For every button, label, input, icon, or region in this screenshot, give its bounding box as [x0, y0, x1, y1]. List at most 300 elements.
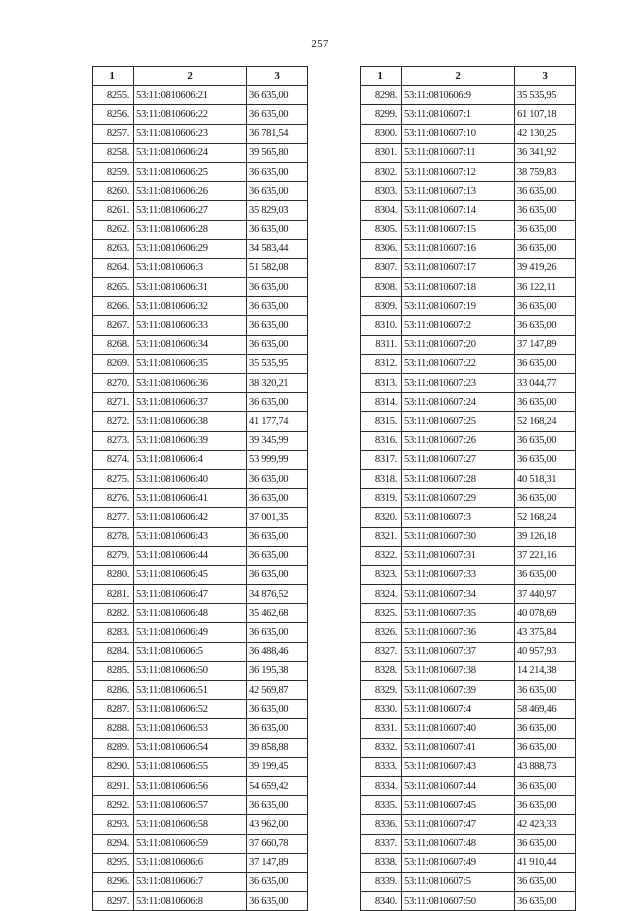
cadastral-id-cell: 53:11:0810606:49 — [134, 623, 247, 642]
value-cell: 54 659,42 — [247, 776, 308, 795]
value-cell: 36 635,00 — [247, 278, 308, 297]
cadastral-id-cell: 53:11:0810606:44 — [134, 546, 247, 565]
value-cell: 14 214,38 — [515, 661, 576, 680]
table-row — [93, 201, 308, 220]
row-number-cell: 8335. — [361, 796, 402, 815]
table-row — [361, 796, 576, 815]
value-cell: 36 122,11 — [515, 278, 576, 297]
value-cell: 36 635,00 — [515, 489, 576, 508]
cadastral-id-cell: 53:11:0810607:24 — [402, 393, 515, 412]
row-number-cell: 8326. — [361, 623, 402, 642]
cadastral-id-cell: 53:11:0810606:38 — [134, 412, 247, 431]
table-row — [93, 316, 308, 335]
cadastral-id-cell: 53:11:0810606:48 — [134, 604, 247, 623]
value-cell: 43 888,73 — [515, 757, 576, 776]
value-cell: 36 635,00 — [247, 393, 308, 412]
table-row — [93, 489, 308, 508]
row-number-cell: 8291. — [93, 776, 134, 795]
row-number-cell: 8309. — [361, 297, 402, 316]
cadastral-id-cell: 53:11:0810606:36 — [134, 374, 247, 393]
table-row — [93, 182, 308, 201]
table-row — [361, 105, 576, 124]
table-row — [93, 105, 308, 124]
value-cell: 35 535,95 — [247, 354, 308, 373]
value-cell: 43 375,84 — [515, 623, 576, 642]
row-number-cell: 8336. — [361, 815, 402, 834]
value-cell: 36 635,00 — [515, 201, 576, 220]
row-number-cell: 8333. — [361, 757, 402, 776]
value-cell: 39 858,88 — [247, 738, 308, 757]
value-cell: 36 635,00 — [515, 834, 576, 853]
cadastral-id-cell: 53:11:0810607:22 — [402, 354, 515, 373]
value-cell: 37 660,78 — [247, 834, 308, 853]
table-row — [93, 642, 308, 661]
table-row — [361, 815, 576, 834]
cadastral-id-cell: 53:11:0810607:12 — [402, 162, 515, 181]
cadastral-id-cell: 53:11:0810606:54 — [134, 738, 247, 757]
row-number-cell: 8308. — [361, 278, 402, 297]
cadastral-id-cell: 53:11:0810607:26 — [402, 431, 515, 450]
cadastral-id-cell: 53:11:0810606:56 — [134, 776, 247, 795]
table-row — [93, 585, 308, 604]
cadastral-id-cell: 53:11:0810607:36 — [402, 623, 515, 642]
table-row — [361, 316, 576, 335]
table-row — [361, 278, 576, 297]
row-number-cell: 8255. — [93, 86, 134, 105]
value-cell: 36 781,54 — [247, 124, 308, 143]
row-number-cell: 8292. — [93, 796, 134, 815]
row-number-cell: 8325. — [361, 604, 402, 623]
cadastral-id-cell: 53:11:0810607:49 — [402, 853, 515, 872]
value-cell: 36 635,00 — [247, 469, 308, 488]
row-number-cell: 8337. — [361, 834, 402, 853]
value-cell: 34 583,44 — [247, 239, 308, 258]
table-row — [93, 278, 308, 297]
value-cell: 36 635,00 — [247, 489, 308, 508]
value-cell: 36 635,00 — [247, 546, 308, 565]
value-cell: 42 130,25 — [515, 124, 576, 143]
row-number-cell: 8265. — [93, 278, 134, 297]
table-row — [93, 719, 308, 738]
value-cell: 51 582,08 — [247, 258, 308, 277]
row-number-cell: 8310. — [361, 316, 402, 335]
value-cell: 36 635,00 — [247, 872, 308, 891]
row-number-cell: 8339. — [361, 872, 402, 891]
row-number-cell: 8263. — [93, 239, 134, 258]
table-row — [93, 527, 308, 546]
row-number-cell: 8312. — [361, 354, 402, 373]
cadastral-id-cell: 53:11:0810606:45 — [134, 565, 247, 584]
cadastral-id-cell: 53:11:0810606:7 — [134, 872, 247, 891]
cadastral-id-cell: 53:11:0810606:9 — [402, 86, 515, 105]
cadastral-id-cell: 53:11:0810607:4 — [402, 700, 515, 719]
table-row — [93, 776, 308, 795]
table-row — [361, 565, 576, 584]
cadastral-id-cell: 53:11:0810607:25 — [402, 412, 515, 431]
cadastral-id-cell: 53:11:0810606:58 — [134, 815, 247, 834]
cadastral-id-cell: 53:11:0810606:33 — [134, 316, 247, 335]
cadastral-id-cell: 53:11:0810607:19 — [402, 297, 515, 316]
row-number-cell: 8298. — [361, 86, 402, 105]
value-cell: 39 199,45 — [247, 757, 308, 776]
value-cell: 40 957,93 — [515, 642, 576, 661]
table-row — [361, 546, 576, 565]
cadastral-id-cell: 53:11:0810606:27 — [134, 201, 247, 220]
table-row — [361, 86, 576, 105]
cadastral-id-cell: 53:11:0810607:15 — [402, 220, 515, 239]
cadastral-id-cell: 53:11:0810606:39 — [134, 431, 247, 450]
row-number-cell: 8320. — [361, 508, 402, 527]
table-row — [361, 719, 576, 738]
table-row — [361, 374, 576, 393]
row-number-cell: 8328. — [361, 661, 402, 680]
table-row — [361, 681, 576, 700]
value-cell: 38 320,21 — [247, 374, 308, 393]
row-number-cell: 8322. — [361, 546, 402, 565]
row-number-cell: 8314. — [361, 393, 402, 412]
table-row — [361, 124, 576, 143]
value-cell: 36 635,00 — [515, 297, 576, 316]
row-number-cell: 8267. — [93, 316, 134, 335]
row-number-cell: 8305. — [361, 220, 402, 239]
header-row — [361, 67, 576, 86]
row-number-cell: 8273. — [93, 431, 134, 450]
value-cell: 53 999,99 — [247, 450, 308, 469]
cadastral-id-cell: 53:11:0810607:13 — [402, 182, 515, 201]
cadastral-id-cell: 53:11:0810606:42 — [134, 508, 247, 527]
table-row — [361, 604, 576, 623]
value-cell: 37 147,89 — [515, 335, 576, 354]
cadastral-id-cell: 53:11:0810606:41 — [134, 489, 247, 508]
cadastral-id-cell: 53:11:0810606:32 — [134, 297, 247, 316]
cadastral-id-cell: 53:11:0810606:57 — [134, 796, 247, 815]
cadastral-id-cell: 53:11:0810607:28 — [402, 469, 515, 488]
row-number-cell: 8295. — [93, 853, 134, 872]
row-number-cell: 8294. — [93, 834, 134, 853]
table-row — [361, 220, 576, 239]
cadastral-id-cell: 53:11:0810606:4 — [134, 450, 247, 469]
table-row — [93, 258, 308, 277]
table-row — [361, 143, 576, 162]
cadastral-id-cell: 53:11:0810606:55 — [134, 757, 247, 776]
value-cell: 36 488,46 — [247, 642, 308, 661]
table-row — [93, 450, 308, 469]
table-row — [361, 182, 576, 201]
row-number-cell: 8323. — [361, 565, 402, 584]
cadastral-id-cell: 53:11:0810607:10 — [402, 124, 515, 143]
value-cell: 58 469,46 — [515, 700, 576, 719]
value-cell: 36 635,00 — [515, 354, 576, 373]
row-number-cell: 8259. — [93, 162, 134, 181]
table-row — [93, 546, 308, 565]
cadastral-id-cell: 53:11:0810607:41 — [402, 738, 515, 757]
value-cell: 36 635,00 — [247, 316, 308, 335]
table-row — [93, 681, 308, 700]
row-number-cell: 8285. — [93, 661, 134, 680]
value-cell: 42 569,87 — [247, 681, 308, 700]
column-header-cadastral-id: 2 — [134, 67, 247, 86]
table-row — [361, 700, 576, 719]
value-cell: 36 635,00 — [247, 565, 308, 584]
row-number-cell: 8316. — [361, 431, 402, 450]
row-number-cell: 8290. — [93, 757, 134, 776]
cadastral-id-cell: 53:11:0810607:45 — [402, 796, 515, 815]
table-row — [93, 124, 308, 143]
row-number-cell: 8317. — [361, 450, 402, 469]
value-cell: 36 635,00 — [515, 220, 576, 239]
cadastral-id-cell: 53:11:0810607:47 — [402, 815, 515, 834]
cadastral-id-cell: 53:11:0810606:24 — [134, 143, 247, 162]
row-number-cell: 8268. — [93, 335, 134, 354]
table-row — [93, 834, 308, 853]
row-number-cell: 8261. — [93, 201, 134, 220]
cadastral-id-cell: 53:11:0810607:31 — [402, 546, 515, 565]
table-row — [93, 815, 308, 834]
value-cell: 36 635,00 — [247, 162, 308, 181]
table-row — [361, 892, 576, 911]
row-number-cell: 8276. — [93, 489, 134, 508]
cadastral-id-cell: 53:11:0810606:34 — [134, 335, 247, 354]
left-table-body — [93, 86, 308, 911]
cadastral-id-cell: 53:11:0810607:50 — [402, 892, 515, 911]
value-cell: 36 635,00 — [515, 565, 576, 584]
cadastral-id-cell: 53:11:0810606:28 — [134, 220, 247, 239]
cadastral-id-cell: 53:11:0810606:3 — [134, 258, 247, 277]
value-cell: 37 221,16 — [515, 546, 576, 565]
row-number-cell: 8304. — [361, 201, 402, 220]
cadastral-id-cell: 53:11:0810606:26 — [134, 182, 247, 201]
table-row — [93, 143, 308, 162]
value-cell: 36 635,00 — [247, 220, 308, 239]
table-row — [361, 201, 576, 220]
cadastral-id-cell: 53:11:0810606:23 — [134, 124, 247, 143]
table-row — [361, 642, 576, 661]
cadastral-id-cell: 53:11:0810606:52 — [134, 700, 247, 719]
cadastral-id-cell: 53:11:0810607:37 — [402, 642, 515, 661]
row-number-cell: 8307. — [361, 258, 402, 277]
cadastral-id-cell: 53:11:0810607:3 — [402, 508, 515, 527]
cadastral-id-cell: 53:11:0810607:33 — [402, 565, 515, 584]
value-cell: 36 635,00 — [515, 316, 576, 335]
table-row — [93, 220, 308, 239]
cadastral-id-cell: 53:11:0810606:22 — [134, 105, 247, 124]
value-cell: 36 635,00 — [515, 431, 576, 450]
value-cell: 39 419,26 — [515, 258, 576, 277]
header-row — [93, 67, 308, 86]
cadastral-id-cell: 53:11:0810606:35 — [134, 354, 247, 373]
cadastral-id-cell: 53:11:0810606:47 — [134, 585, 247, 604]
value-cell: 41 177,74 — [247, 412, 308, 431]
value-cell: 36 635,00 — [515, 239, 576, 258]
table-row — [361, 853, 576, 872]
cadastral-id-cell: 53:11:0810606:8 — [134, 892, 247, 911]
row-number-cell: 8280. — [93, 565, 134, 584]
row-number-cell: 8278. — [93, 527, 134, 546]
table-row — [93, 796, 308, 815]
page-number: 257 — [311, 38, 329, 50]
value-cell: 36 635,00 — [247, 86, 308, 105]
row-number-cell: 8306. — [361, 239, 402, 258]
row-number-cell: 8282. — [93, 604, 134, 623]
row-number-cell: 8272. — [93, 412, 134, 431]
value-cell: 52 168,24 — [515, 508, 576, 527]
cadastral-id-cell: 53:11:0810607:29 — [402, 489, 515, 508]
table-row — [93, 604, 308, 623]
row-number-cell: 8330. — [361, 700, 402, 719]
cadastral-id-cell: 53:11:0810606:25 — [134, 162, 247, 181]
value-cell: 40 518,31 — [515, 469, 576, 488]
table-row — [361, 872, 576, 891]
row-number-cell: 8302. — [361, 162, 402, 181]
cadastral-id-cell: 53:11:0810607:16 — [402, 239, 515, 258]
value-cell: 36 635,00 — [247, 335, 308, 354]
value-cell: 38 759,83 — [515, 162, 576, 181]
table-row — [361, 335, 576, 354]
table-row — [93, 374, 308, 393]
table-row — [93, 853, 308, 872]
table-row — [93, 431, 308, 450]
cadastral-id-cell: 53:11:0810607:14 — [402, 201, 515, 220]
value-cell: 36 635,00 — [515, 776, 576, 795]
cadastral-id-cell: 53:11:0810607:17 — [402, 258, 515, 277]
value-cell: 36 635,00 — [515, 738, 576, 757]
row-number-cell: 8264. — [93, 258, 134, 277]
cadastral-id-cell: 53:11:0810606:59 — [134, 834, 247, 853]
value-cell: 36 635,00 — [515, 393, 576, 412]
cadastral-id-cell: 53:11:0810607:43 — [402, 757, 515, 776]
value-cell: 33 044,77 — [515, 374, 576, 393]
table-row — [93, 508, 308, 527]
cadastral-id-cell: 53:11:0810607:40 — [402, 719, 515, 738]
value-cell: 52 168,24 — [515, 412, 576, 431]
table-row — [361, 623, 576, 642]
table-row — [93, 623, 308, 642]
cadastral-id-cell: 53:11:0810606:40 — [134, 469, 247, 488]
column-header-value: 3 — [247, 67, 308, 86]
value-cell: 37 147,89 — [247, 853, 308, 872]
table-row — [93, 872, 308, 891]
table-row — [93, 297, 308, 316]
cadastral-id-cell: 53:11:0810607:35 — [402, 604, 515, 623]
row-number-cell: 8303. — [361, 182, 402, 201]
row-number-cell: 8297. — [93, 892, 134, 911]
value-cell: 35 535,95 — [515, 86, 576, 105]
row-number-cell: 8289. — [93, 738, 134, 757]
table-row — [361, 489, 576, 508]
table-row — [93, 239, 308, 258]
row-number-cell: 8340. — [361, 892, 402, 911]
value-cell: 39 126,18 — [515, 527, 576, 546]
cadastral-id-cell: 53:11:0810607:23 — [402, 374, 515, 393]
value-cell: 36 635,00 — [247, 105, 308, 124]
cadastral-id-cell: 53:11:0810607:20 — [402, 335, 515, 354]
table-row — [93, 700, 308, 719]
right-table-body — [361, 86, 576, 911]
table-row — [361, 757, 576, 776]
value-cell: 36 195,38 — [247, 661, 308, 680]
cadastral-id-cell: 53:11:0810607:2 — [402, 316, 515, 335]
table-row — [361, 738, 576, 757]
left-table — [92, 66, 308, 911]
cadastral-id-cell: 53:11:0810607:38 — [402, 661, 515, 680]
table-row — [361, 239, 576, 258]
value-cell: 40 078,69 — [515, 604, 576, 623]
value-cell: 36 635,00 — [515, 450, 576, 469]
value-cell: 36 635,00 — [247, 297, 308, 316]
table-row — [361, 258, 576, 277]
cadastral-id-cell: 53:11:0810606:51 — [134, 681, 247, 700]
value-cell: 36 635,00 — [247, 892, 308, 911]
value-cell: 43 962,00 — [247, 815, 308, 834]
row-number-cell: 8296. — [93, 872, 134, 891]
row-number-cell: 8286. — [93, 681, 134, 700]
table-row — [361, 508, 576, 527]
row-number-cell: 8275. — [93, 469, 134, 488]
table-row — [93, 412, 308, 431]
value-cell: 36 635,00 — [515, 719, 576, 738]
value-cell: 36 635,00 — [515, 681, 576, 700]
row-number-cell: 8262. — [93, 220, 134, 239]
right-table — [360, 66, 576, 911]
table-row — [93, 757, 308, 776]
row-number-cell: 8329. — [361, 681, 402, 700]
table-row — [93, 738, 308, 757]
value-cell: 36 635,00 — [247, 623, 308, 642]
cadastral-id-cell: 53:11:0810607:34 — [402, 585, 515, 604]
value-cell: 36 635,00 — [247, 719, 308, 738]
table-row — [361, 450, 576, 469]
table-row — [93, 565, 308, 584]
value-cell: 37 001,35 — [247, 508, 308, 527]
table-row — [361, 661, 576, 680]
row-number-cell: 8287. — [93, 700, 134, 719]
cadastral-id-cell: 53:11:0810606:21 — [134, 86, 247, 105]
table-row — [361, 585, 576, 604]
row-number-cell: 8269. — [93, 354, 134, 373]
row-number-cell: 8270. — [93, 374, 134, 393]
value-cell: 36 635,00 — [247, 182, 308, 201]
table-row — [361, 412, 576, 431]
table-row — [93, 393, 308, 412]
value-cell: 36 635,00 — [247, 796, 308, 815]
value-cell: 37 440,97 — [515, 585, 576, 604]
value-cell: 36 635,00 — [247, 700, 308, 719]
cadastral-id-cell: 53:11:0810607:30 — [402, 527, 515, 546]
table-row — [361, 431, 576, 450]
value-cell: 36 635,00 — [515, 182, 576, 201]
row-number-cell: 8331. — [361, 719, 402, 738]
row-number-cell: 8315. — [361, 412, 402, 431]
row-number-cell: 8324. — [361, 585, 402, 604]
row-number-cell: 8319. — [361, 489, 402, 508]
table-row — [93, 354, 308, 373]
row-number-cell: 8313. — [361, 374, 402, 393]
value-cell: 36 635,00 — [515, 872, 576, 891]
cadastral-id-cell: 53:11:0810606:53 — [134, 719, 247, 738]
value-cell: 36 341,92 — [515, 143, 576, 162]
row-number-cell: 8279. — [93, 546, 134, 565]
table-row — [361, 834, 576, 853]
cadastral-id-cell: 53:11:0810606:31 — [134, 278, 247, 297]
row-number-cell: 8318. — [361, 469, 402, 488]
value-cell: 34 876,52 — [247, 585, 308, 604]
row-number-cell: 8281. — [93, 585, 134, 604]
value-cell: 35 829,03 — [247, 201, 308, 220]
row-number-cell: 8257. — [93, 124, 134, 143]
row-number-cell: 8258. — [93, 143, 134, 162]
table-row — [93, 162, 308, 181]
cadastral-id-cell: 53:11:0810607:5 — [402, 872, 515, 891]
